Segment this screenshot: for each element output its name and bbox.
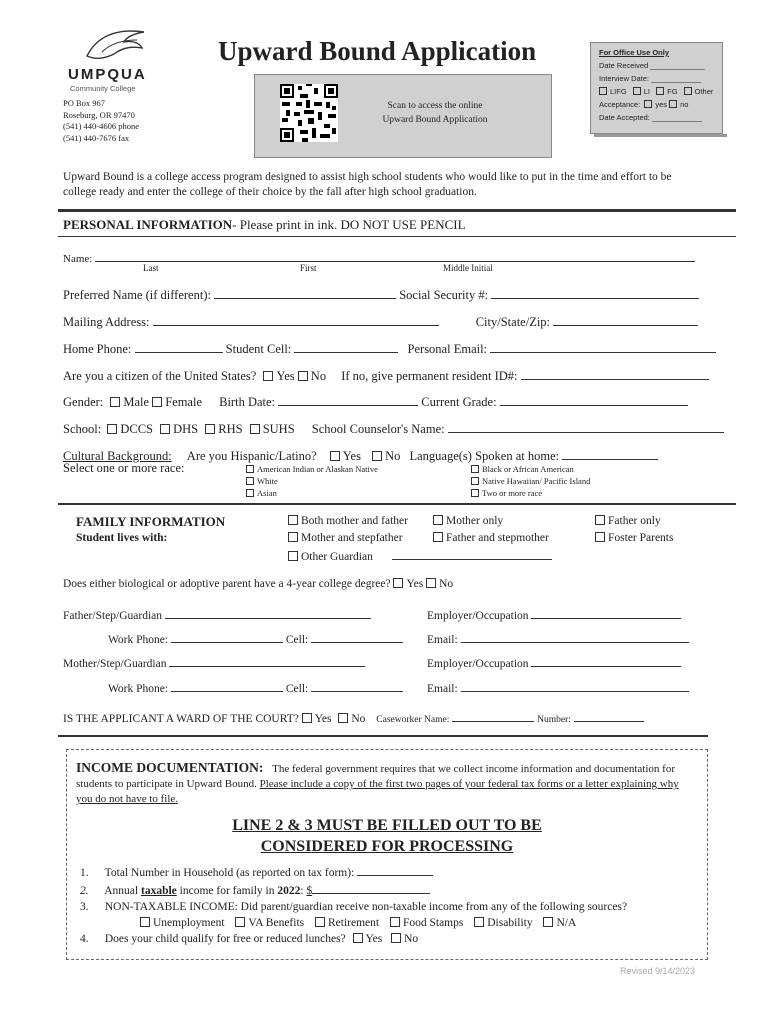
revised-date: Revised 9/14/2023 (620, 966, 696, 976)
eagle-icon (82, 26, 152, 66)
address-block (63, 98, 139, 144)
income-item-3 (80, 899, 627, 915)
college-name: UMPQUA (68, 66, 147, 83)
mother-email-row (427, 679, 689, 695)
race-label-text: Two or more race (482, 488, 543, 498)
resident-id-field[interactable] (521, 367, 709, 380)
section-rule (58, 503, 736, 505)
option-label: Father only (608, 515, 661, 527)
option-label: LIFG (610, 87, 627, 96)
ssn-field[interactable] (491, 286, 699, 299)
checkbox-retirement[interactable] (315, 917, 325, 927)
list-number: 1. (80, 867, 89, 879)
income-list (80, 863, 627, 947)
ward-row (63, 709, 644, 725)
checkbox-lunch-no[interactable] (391, 933, 401, 943)
family-option (595, 530, 673, 547)
checkbox-race[interactable] (246, 477, 254, 485)
checkbox-lifg[interactable] (599, 87, 607, 95)
date-accepted[interactable]: Date Accepted: ____________ (599, 113, 703, 122)
race-list-left (246, 463, 378, 499)
school-label: School: (63, 422, 102, 436)
name-sublabel-last: Last (143, 263, 159, 273)
income-text-2: Please include a copy of the first two pages of your federal tax forms or a letter explaining why you do not have to file. (76, 778, 679, 805)
cell-label: Cell: (285, 683, 309, 695)
checkbox-race[interactable] (471, 465, 479, 473)
mother-phone-row (108, 679, 403, 695)
household-number-field[interactable] (357, 863, 433, 876)
annual-label: Annual (104, 885, 139, 897)
checkbox-ward-no[interactable] (338, 713, 348, 723)
father-phone-row (108, 630, 403, 646)
name-field[interactable] (95, 249, 695, 262)
option-label: Both mother and father (301, 515, 408, 527)
caseworker-label: Caseworker Name: (376, 715, 450, 725)
checkbox-mother-only[interactable] (433, 515, 443, 525)
mother-label: Mother/Step/Guardian (63, 658, 167, 670)
section-rule (58, 209, 736, 212)
checkbox-unemployment[interactable] (140, 917, 150, 927)
mailing-label: Mailing Address: (63, 315, 150, 329)
section-rule-thin (58, 236, 736, 237)
processing-title (66, 815, 708, 857)
checkbox-foster-parents[interactable] (595, 532, 605, 542)
language-label: Language(s) Spoken at home: (409, 449, 560, 463)
option-label: DHS (173, 422, 199, 436)
checkbox-degree-yes[interactable] (393, 578, 403, 588)
option-label: SUHS (262, 422, 295, 436)
caseworker-number-field[interactable] (574, 709, 644, 722)
qr-caption-line: Upward Bound Application (382, 115, 488, 125)
option-label: Yes (406, 578, 424, 590)
address-line: (541) 440-4606 phone (63, 121, 140, 131)
degree-row (63, 578, 453, 590)
race-label-text: Black or African American (482, 464, 574, 474)
non-taxable-label: NON-TAXABLE INCOME: Did parent/guardian receive non-taxable income from any of the following sources? (104, 901, 628, 913)
acceptance-row (599, 98, 722, 111)
office-use-box (590, 42, 723, 134)
heading-note: - Please print in ink. DO NOT USE PENCIL (232, 217, 466, 232)
ward-question: IS THE APPLICANT A WARD OF THE COURT? (63, 713, 299, 725)
processing-title-line-1: LINE 2 & 3 MUST BE FILLED OUT TO BE (232, 817, 542, 834)
counselor-label: School Counselor's Name: (311, 422, 445, 436)
family-option (288, 547, 552, 566)
option-label: Yes (276, 369, 295, 383)
gender-label: Gender: (63, 395, 104, 409)
checkbox-female[interactable] (152, 397, 162, 407)
checkbox-race[interactable] (471, 489, 479, 497)
father-employer-row (427, 606, 681, 622)
option-label: yes (655, 100, 668, 109)
mother-work-phone-field[interactable] (171, 679, 283, 692)
phone-row (63, 340, 716, 357)
option-label: Disability (487, 917, 533, 929)
option-label: Retirement (328, 917, 380, 929)
checkbox-other[interactable] (684, 87, 692, 95)
father-label: Father/Step/Guardian (63, 610, 163, 622)
race-label-text: Native Hawaiian/ Pacific Island (482, 476, 591, 486)
checkbox-father-only[interactable] (595, 515, 605, 525)
option-label: Yes (342, 449, 361, 463)
checkbox-both-parents[interactable] (288, 515, 298, 525)
office-title: For Office Use Only (599, 48, 670, 57)
lunch-question: Does your child qualify for free or reduced lunches? (104, 933, 346, 945)
address-line: (541) 440-7676 fax (63, 132, 130, 143)
checkbox-citizen-no[interactable] (298, 371, 308, 381)
list-number: 3. (80, 901, 89, 913)
option-label: Female (165, 395, 202, 409)
option-label: Yes (365, 933, 383, 945)
option-label: No (404, 933, 419, 945)
language-field[interactable] (562, 447, 658, 460)
option-label: No (439, 578, 454, 590)
ssn-label: Social Security #: (399, 288, 489, 302)
home-phone-field[interactable] (135, 340, 223, 353)
option-label: No (310, 369, 327, 383)
intro-text: Upward Bound is a college access program designed to assist high school students who would like to put in the time and effort to be college ready and enter the college of their choice by the fall after high school graduation. (63, 171, 672, 198)
checkbox-dccs[interactable] (107, 424, 117, 434)
hispanic-question: Are you Hispanic/Latino? (186, 449, 317, 463)
option-label: RHS (218, 422, 243, 436)
mother-row (63, 654, 365, 670)
father-email-field[interactable] (461, 630, 689, 643)
birth-date-field[interactable] (278, 393, 418, 406)
college-subtitle: Community College (70, 84, 136, 93)
work-phone-label: Work Phone: (108, 683, 169, 695)
race-label-text: American Indian or Alaskan Native (257, 464, 378, 474)
income-item-2: 2. Annual taxable income for family in 2022: $ (80, 881, 627, 899)
email-label: Email: (427, 634, 458, 646)
address-line: Roseburg, OR 97470 (63, 109, 135, 120)
income-sources (80, 915, 627, 931)
checkbox-suhs[interactable] (250, 424, 260, 434)
resident-label: If no, give permanent resident ID#: (341, 369, 518, 383)
father-work-phone-field[interactable] (171, 630, 283, 643)
office-options (599, 85, 722, 98)
name-label: Name: (63, 253, 93, 265)
income-family-label: income for family in (179, 885, 275, 897)
number-label: Number: (537, 715, 571, 725)
qr-caption-line: Scan to access the online (387, 101, 483, 111)
checkbox-ward-yes[interactable] (302, 713, 312, 723)
grade-label: Current Grade: (421, 395, 497, 409)
option-label: Male (123, 395, 150, 409)
income-text (76, 760, 692, 807)
income-item-4 (80, 931, 627, 947)
checkbox-dhs[interactable] (160, 424, 170, 434)
option-label: LI (643, 87, 651, 96)
household-label: Total Number in Household (as reported on tax form): (104, 867, 355, 879)
student-cell-field[interactable] (294, 340, 398, 353)
mother-name-field[interactable] (169, 654, 365, 667)
option-label: Other (694, 87, 714, 96)
other-guardian-field[interactable] (392, 547, 552, 560)
race-label: Select one or more race: (63, 461, 185, 475)
mother-employer-row (427, 654, 681, 670)
option-label: Foster Parents (608, 532, 674, 544)
option-label: N/A (556, 917, 577, 929)
checkbox-father-stepmother[interactable] (433, 532, 443, 542)
counselor-field[interactable] (448, 420, 724, 433)
personal-heading (63, 217, 466, 233)
family-options-col2 (433, 513, 549, 547)
list-number: 4. (80, 933, 89, 945)
checkbox-disability[interactable] (474, 917, 484, 927)
family-option (433, 530, 549, 547)
preferred-label: Preferred Name (if different): (63, 288, 211, 302)
checkbox-lunch-yes[interactable] (353, 933, 363, 943)
date-received[interactable]: Date Received _____________ (599, 61, 705, 70)
qr-code-icon[interactable] (280, 84, 338, 142)
checkbox-va-benefits[interactable] (235, 917, 245, 927)
checkbox-race[interactable] (246, 489, 254, 497)
mailing-address-field[interactable] (153, 313, 439, 326)
mailing-row (63, 313, 698, 330)
list-number: 2. (80, 885, 89, 897)
page-title: Upward Bound Application (218, 36, 537, 66)
option-label: Food Stamps (402, 917, 464, 929)
qr-caption (355, 99, 515, 127)
checkbox-li[interactable] (633, 87, 641, 95)
mother-email-field[interactable] (461, 679, 689, 692)
race-option (471, 487, 590, 499)
race-option (471, 463, 590, 475)
processing-title-line-2: CONSIDERED FOR PROCESSING (260, 838, 514, 855)
race-option (246, 475, 378, 487)
family-options-col3 (595, 513, 673, 547)
employer-label: Employer/Occupation (427, 610, 529, 622)
option-label: FG (667, 87, 678, 96)
city-state-zip-field[interactable] (553, 313, 698, 326)
email-label: Personal Email: (407, 342, 488, 356)
checkbox-accept-yes[interactable] (644, 100, 652, 108)
preferred-name-field[interactable] (214, 286, 396, 299)
mother-employer-field[interactable] (531, 654, 681, 667)
checkbox-rhs[interactable] (205, 424, 215, 434)
checkbox-race[interactable] (246, 465, 254, 473)
income-heading: INCOME DOCUMENTATION: (76, 760, 264, 775)
citizen-row (63, 367, 709, 384)
citizen-question: Are you a citizen of the United States? (63, 369, 257, 383)
race-label-text: White (257, 476, 278, 486)
option-label: Unemployment (153, 917, 225, 929)
income-item-1 (80, 863, 627, 881)
option-label: Father and stepmother (446, 532, 549, 544)
checkbox-food-stamps[interactable] (390, 917, 400, 927)
option-label: VA Benefits (248, 917, 305, 929)
checkbox-na[interactable] (543, 917, 553, 927)
employer-label: Employer/Occupation (427, 658, 529, 670)
section-rule (58, 735, 708, 737)
email-label: Email: (427, 683, 458, 695)
checkbox-male[interactable] (110, 397, 120, 407)
checkbox-hispanic-yes[interactable] (330, 451, 340, 461)
qr-box (254, 74, 552, 158)
race-option (246, 487, 378, 499)
college-logo (68, 26, 158, 94)
work-phone-label: Work Phone: (108, 634, 169, 646)
birth-label: Birth Date: (219, 395, 276, 409)
option-label: Mother and stepfather (301, 532, 403, 544)
school-row (63, 420, 724, 437)
family-option (595, 513, 673, 530)
family-heading: FAMILY INFORMATION (76, 514, 226, 529)
student-cell-label: Student Cell: (225, 342, 292, 356)
income-year: 2022 (277, 885, 301, 897)
race-option (246, 463, 378, 475)
name-sublabel-middle: Middle Initial (443, 263, 493, 273)
father-email-row (427, 630, 689, 646)
acceptance-label: Acceptance: (599, 100, 641, 109)
heading-text: PERSONAL INFORMATION (63, 217, 233, 232)
race-list-right (471, 463, 590, 499)
checkbox-accept-no[interactable] (669, 100, 677, 108)
race-label-text: Asian (257, 488, 277, 498)
mother-cell-field[interactable] (311, 679, 403, 692)
lives-with-label: Student lives with: (76, 532, 168, 544)
race-option (471, 475, 590, 487)
checkbox-fg[interactable] (656, 87, 664, 95)
option-label: no (680, 100, 689, 109)
interview-date[interactable]: Interview Date: ____________ (599, 74, 702, 83)
checkbox-citizen-yes[interactable] (263, 371, 273, 381)
checkbox-mother-stepfather[interactable] (288, 532, 298, 542)
father-cell-field[interactable] (311, 630, 403, 643)
taxable-label: taxable (140, 885, 177, 897)
address-line: PO Box 967 (63, 98, 106, 108)
option-label: Yes (314, 713, 332, 725)
office-box-shadow (594, 134, 727, 137)
option-label: No (351, 713, 366, 725)
family-option (433, 513, 549, 530)
checkbox-other-guardian[interactable] (288, 551, 298, 561)
option-label: DCCS (120, 422, 153, 436)
father-name-field[interactable] (165, 606, 371, 619)
option-label: No (385, 449, 401, 463)
annual-income-field[interactable] (312, 881, 430, 894)
option-label: Other Guardian (301, 551, 373, 563)
dollar-sign: $ (306, 885, 313, 897)
checkbox-race[interactable] (471, 477, 479, 485)
cultural-label: Cultural Background: (63, 449, 172, 463)
checkbox-hispanic-no[interactable] (372, 451, 382, 461)
personal-email-field[interactable] (490, 340, 716, 353)
grade-field[interactable] (500, 393, 688, 406)
option-label: Mother only (446, 515, 504, 527)
father-employer-field[interactable] (531, 606, 681, 619)
city-label: City/State/Zip: (475, 315, 551, 329)
gender-row (63, 393, 688, 410)
cell-label: Cell: (285, 634, 309, 646)
home-phone-label: Home Phone: (63, 342, 132, 356)
preferred-row (63, 286, 699, 303)
checkbox-degree-no[interactable] (426, 578, 436, 588)
degree-question: Does either biological or adoptive parent have a 4-year college degree? (63, 578, 391, 590)
father-row (63, 606, 371, 622)
name-sublabel-first: First (300, 263, 317, 273)
income-text-1: The federal government requires that we collect income information and documentation for students to participate in Upward Bound. (76, 763, 675, 790)
caseworker-field[interactable] (452, 709, 534, 722)
